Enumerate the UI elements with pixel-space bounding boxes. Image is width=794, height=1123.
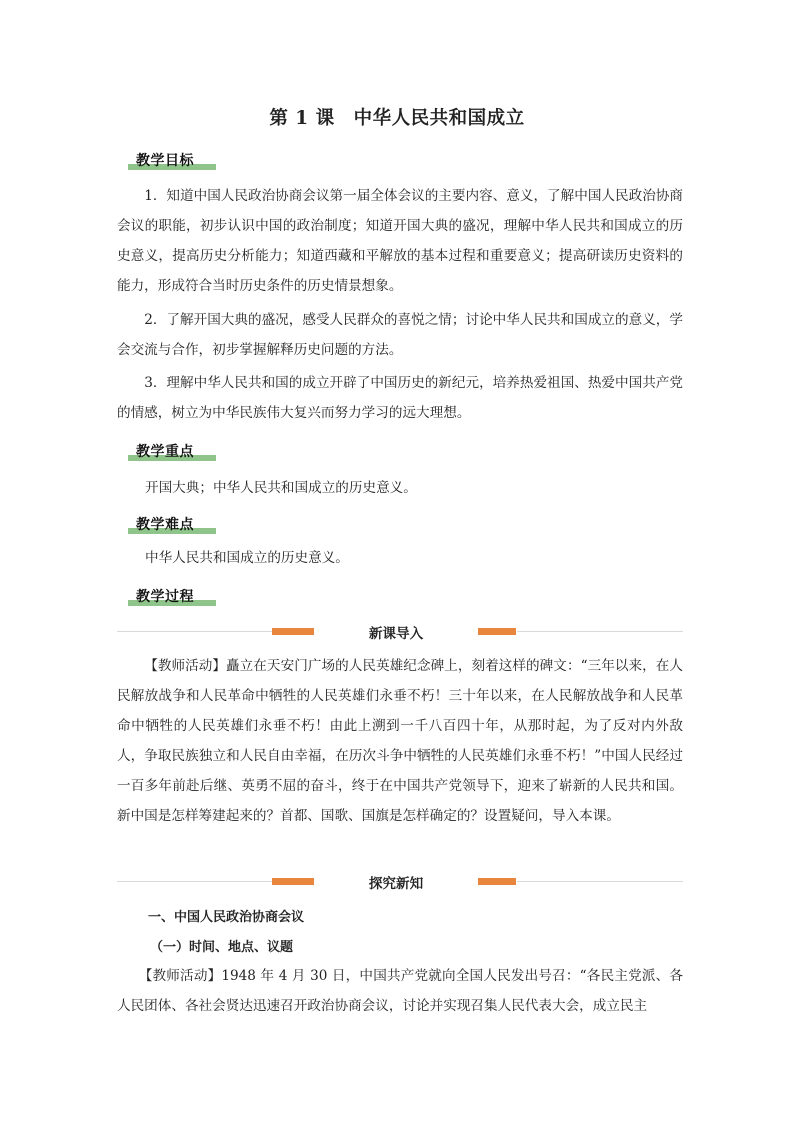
goal-item-3: 3．理解中华人民共和国的成立开辟了中国历史的新纪元，培养热爱祖国、热爱中国共产党的情感，树立为中华民族伟大复兴而努力学习的远大理想。	[117, 375, 683, 421]
divider-block	[478, 628, 516, 635]
divider-block	[272, 628, 314, 635]
divider-line	[117, 881, 272, 882]
teacher-activity-tag: 【教师活动】	[144, 658, 227, 674]
divider-line	[517, 631, 683, 632]
key-point-text: 开国大典；中华人民共和国成立的历史意义。	[145, 480, 417, 496]
explore-text: 1948 年 4 月 30 日，中国共产党就向全国人民发出号召：“各民主党派、各人民团体、各社会贤达迅速召开政治协商会议，讨论并实现召集人民代表大会，成立民主	[117, 968, 683, 1014]
goal-item-1: 1．知道中国人民政治协商会议第一届全体会议的主要内容、意义，了解中国人民政治协商会议的职能，初步认识中国的政治制度；知道开国大典的盛况，理解中华人民共和国成立的历史意义，提高历史分析能力；知道西藏和平解放的基本过程和重要意义；提高研读历史资料的能力，形成符合当时历史条件的历史情景想象。	[117, 188, 683, 294]
section-heading-difficult	[128, 514, 216, 534]
divider-block	[478, 878, 516, 885]
divider-line	[117, 631, 272, 632]
section-heading-process	[128, 586, 216, 606]
page-title: 第 1 课 中华人民共和国成立	[269, 108, 525, 129]
teacher-activity-tag: 【教师活动】	[138, 968, 222, 984]
section-heading-label: 教学重点	[136, 444, 194, 460]
subheading-level-1: 一、中国人民政治协商会议	[148, 910, 305, 925]
divider-label: 探究新知	[368, 876, 424, 892]
intro-paragraph	[117, 651, 683, 831]
divider-label: 新课导入	[368, 626, 424, 642]
section-heading-label: 教学过程	[136, 589, 194, 605]
section-heading-label: 教学目标	[136, 153, 194, 169]
divider-block	[272, 878, 314, 885]
divider-line	[517, 881, 683, 882]
goal-item-2: 2．了解开国大典的盛况，感受人民群众的喜悦之情；讨论中华人民共和国成立的意义，学会交流与合作，初步掌握解释历史问题的方法。	[117, 312, 683, 358]
section-heading-key	[128, 441, 216, 461]
section-heading-label: 教学难点	[136, 517, 194, 533]
intro-text: 矗立在天安门广场的人民英雄纪念碑上，刻着这样的碑文：“三年以来，在人民解放战争和人民革命中牺牲的人民英雄们永垂不朽！三十年以来，在人民解放战争和人民革命中牺牲的人民英雄们永垂不朽！由此上溯到一千八百四十年，从那时起，为了反对内外敌人，争取民族独立和人民自由幸福，在历次斗争中牺牲的人民英雄们永垂不朽！”中国人民经过一百多年前赴后继、英勇不屈的奋斗，终于在中国共产党领导下，迎来了崭新的人民共和国。新中国是怎样筹建起来的？首都、国歌、国旗是怎样确定的？设置疑问，导入本课。	[117, 658, 683, 824]
divider-explore	[117, 872, 683, 892]
divider-intro	[117, 622, 683, 642]
section-heading-goals	[128, 150, 216, 170]
explore-paragraph	[117, 961, 683, 1021]
difficult-point-text: 中华人民共和国成立的历史意义。	[145, 550, 349, 566]
subheading-level-2: （一）时间、地点、议题	[150, 940, 294, 955]
